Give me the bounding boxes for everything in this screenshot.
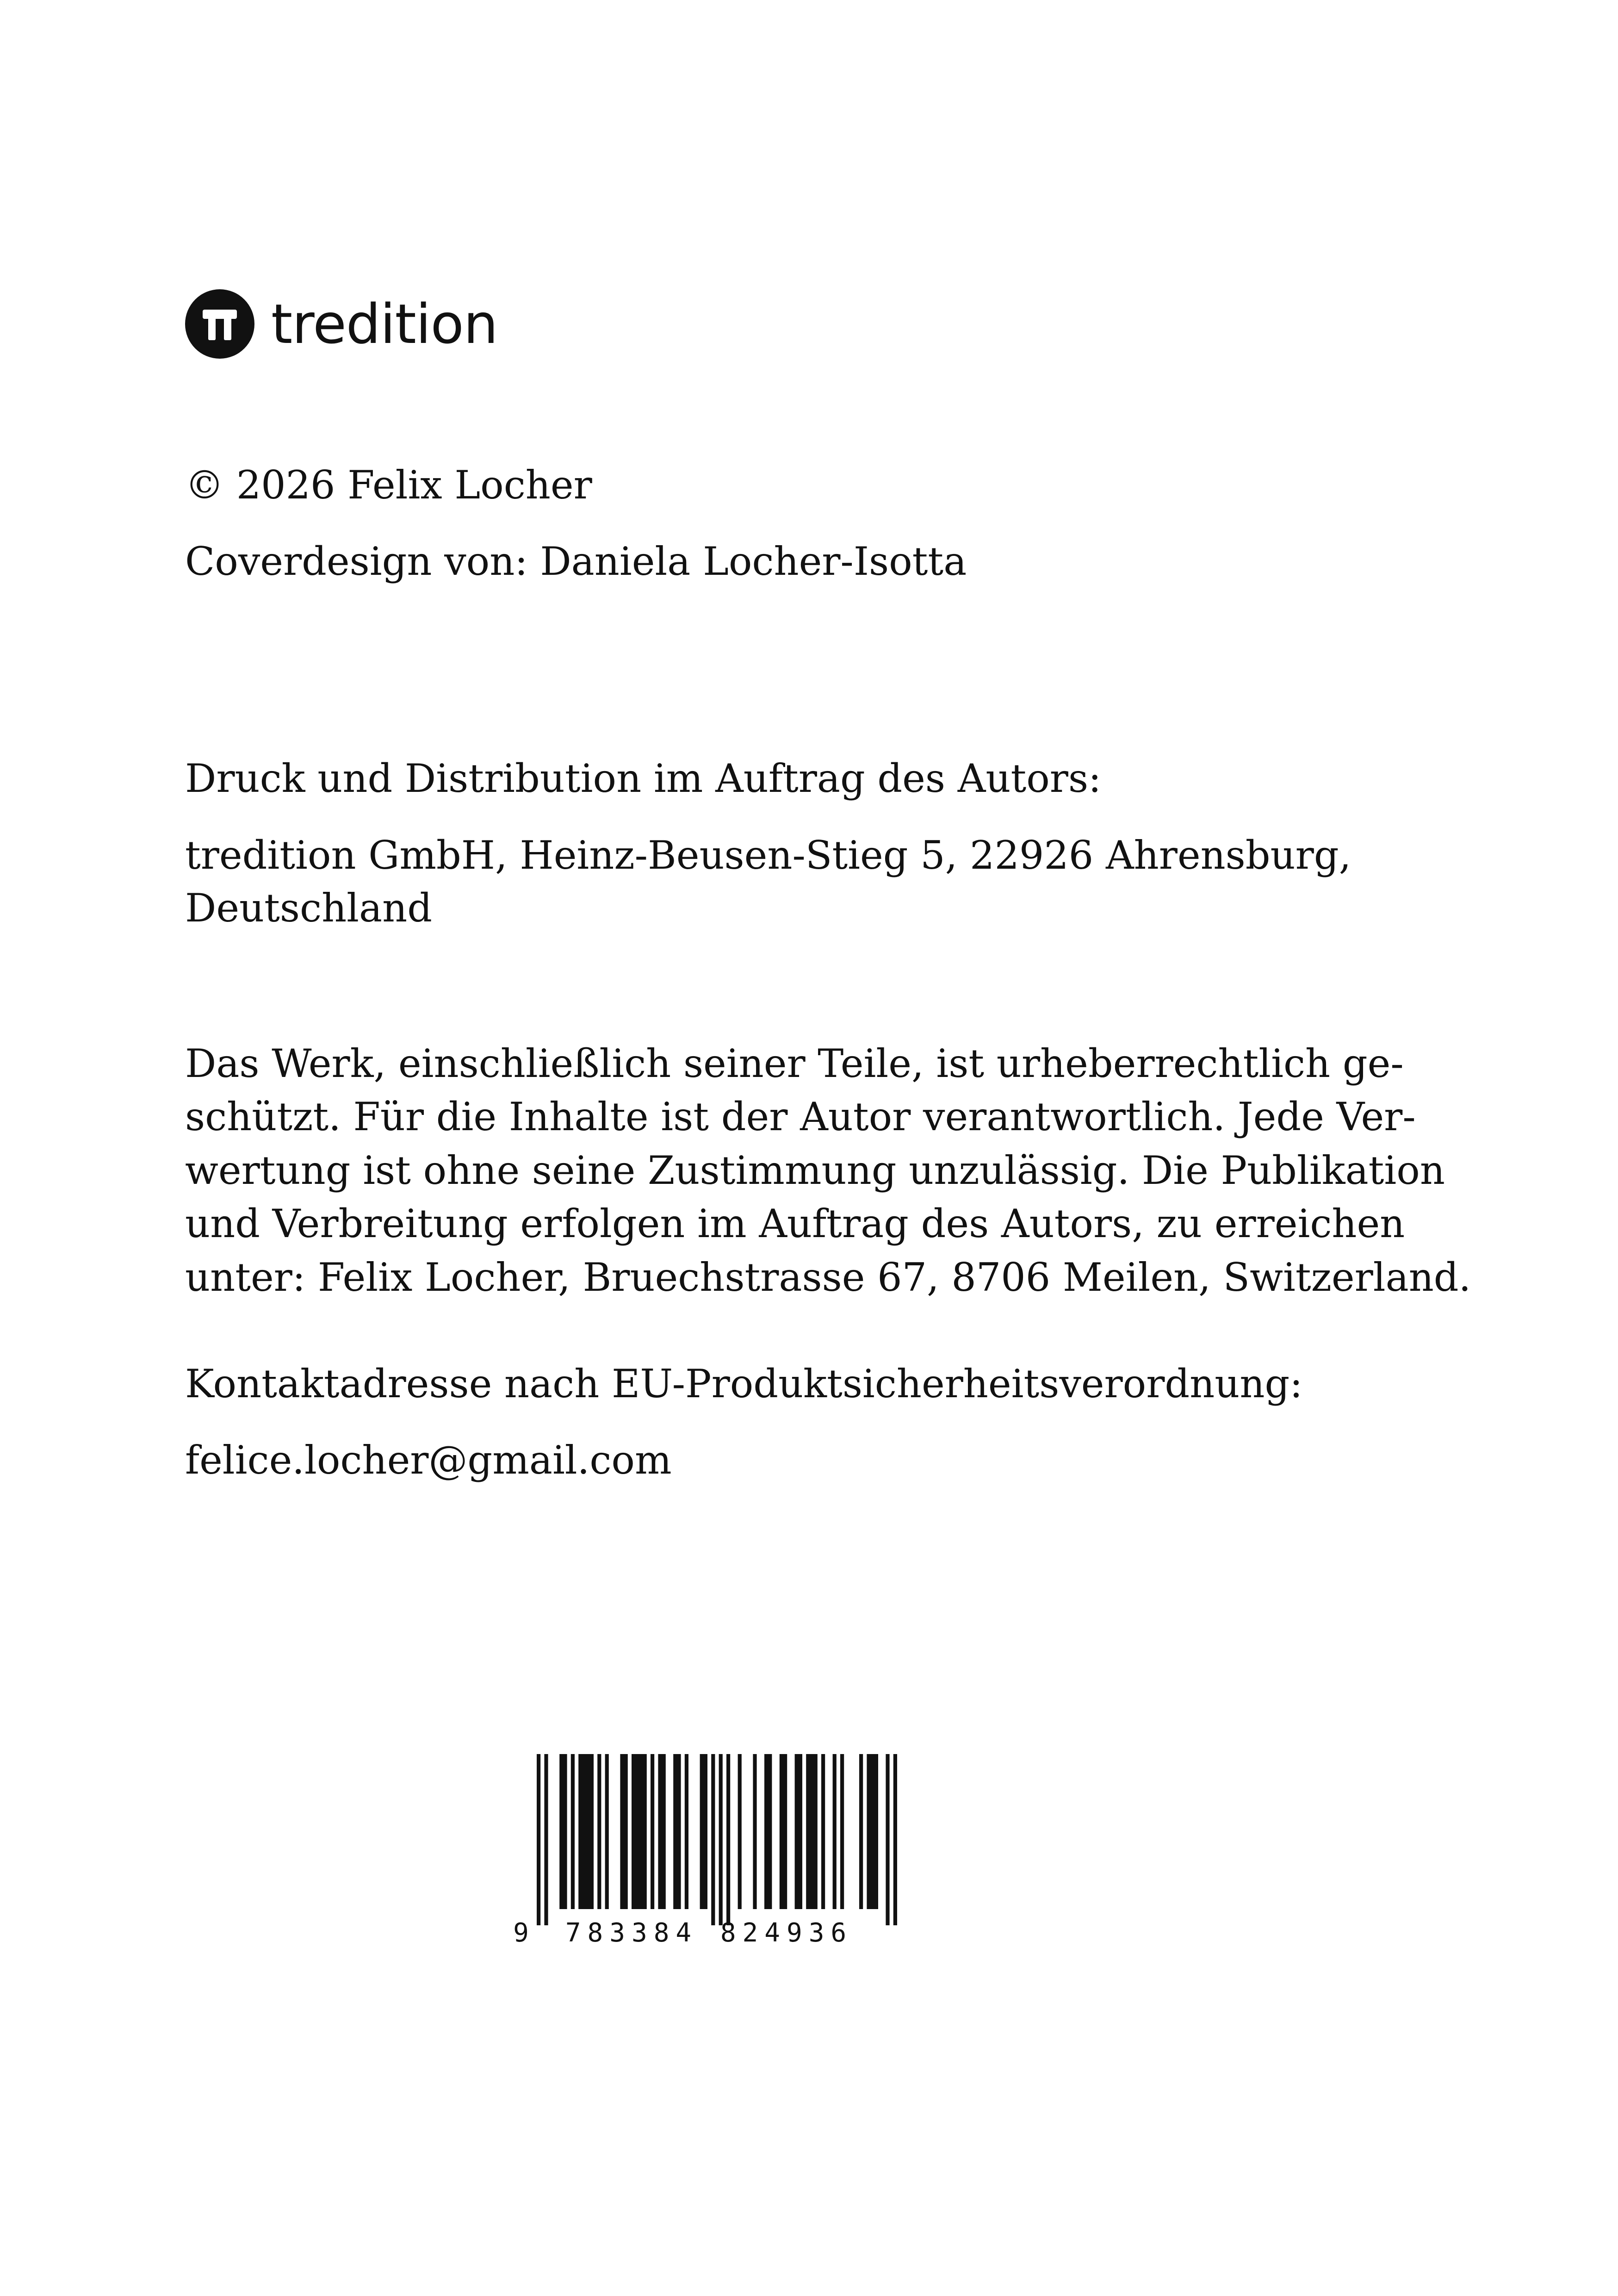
barcode-bar — [821, 1754, 825, 1909]
barcode-bar — [738, 1754, 742, 1909]
barcode-bar — [620, 1754, 627, 1909]
barcode-bar — [806, 1754, 818, 1909]
barcode-digits-right: 824936 — [720, 1918, 853, 1948]
barcode-bar — [859, 1754, 863, 1909]
tredition-logo-icon — [185, 289, 254, 359]
barcode-bar — [651, 1754, 654, 1909]
barcode-bar — [544, 1754, 548, 1925]
distribution-address-line: tredition GmbH, Heinz-Beusen-Stieg 5, 22926 Ahrensburg, — [185, 833, 1351, 878]
legal-text-line: wertung ist ohne seine Zustimmung unzulässig. Die Publikation — [185, 1148, 1445, 1193]
barcode-bar — [886, 1754, 889, 1925]
distribution-address-line: Deutschland — [185, 885, 432, 931]
barcode-bar — [833, 1754, 837, 1909]
barcode-bar — [578, 1754, 594, 1909]
barcode-bar — [605, 1754, 609, 1909]
barcode-bar — [726, 1754, 730, 1925]
barcode-bar — [893, 1754, 897, 1925]
contact-heading: Kontaktadresse nach EU-Produktsicherheitsverordnung: — [185, 1361, 1303, 1406]
legal-text-line: unter: Felix Locher, Bruechstrasse 67, 8706 Meilen, Switzerland. — [185, 1255, 1471, 1300]
publisher-name: tredition — [271, 292, 498, 356]
barcode-bar — [632, 1754, 647, 1909]
isbn-barcode — [509, 1749, 907, 1967]
publisher-logo — [185, 289, 498, 359]
cover-design-line: Coverdesign von: Daniela Locher-Isotta — [185, 539, 967, 584]
barcode-bar — [764, 1754, 772, 1909]
barcode-digit-lead: 9 — [513, 1918, 529, 1948]
legal-text-line: und Verbreitung erfolgen im Auftrag des Autors, zu erreichen — [185, 1201, 1405, 1246]
barcode-bar — [571, 1754, 575, 1909]
barcode-bar — [780, 1754, 787, 1909]
barcode-bar — [537, 1754, 540, 1925]
barcode-bar — [685, 1754, 688, 1909]
barcode-bar — [559, 1754, 567, 1909]
barcode-bar — [753, 1754, 756, 1909]
legal-text-line: Das Werk, einschließlich seiner Teile, ist urheberrechtlich ge- — [185, 1041, 1404, 1086]
barcode-bar — [673, 1754, 681, 1909]
copyright-line: © 2026 Felix Locher — [185, 462, 592, 508]
barcode-digits-left: 783384 — [565, 1918, 698, 1948]
barcode-bar — [719, 1754, 723, 1925]
contact-email: felice.locher@gmail.com — [185, 1437, 672, 1483]
barcode-bar — [597, 1754, 601, 1909]
barcode-bar — [795, 1754, 802, 1909]
distribution-heading: Druck und Distribution im Auftrag des Autors: — [185, 756, 1102, 801]
barcode-bar — [700, 1754, 707, 1909]
barcode-bar — [711, 1754, 715, 1925]
barcode-bar — [840, 1754, 844, 1909]
legal-text-line: schützt. Für die Inhalte ist der Autor verantwortlich. Jede Ver- — [185, 1094, 1416, 1139]
barcode-bar — [867, 1754, 878, 1909]
barcode-bar — [658, 1754, 665, 1909]
